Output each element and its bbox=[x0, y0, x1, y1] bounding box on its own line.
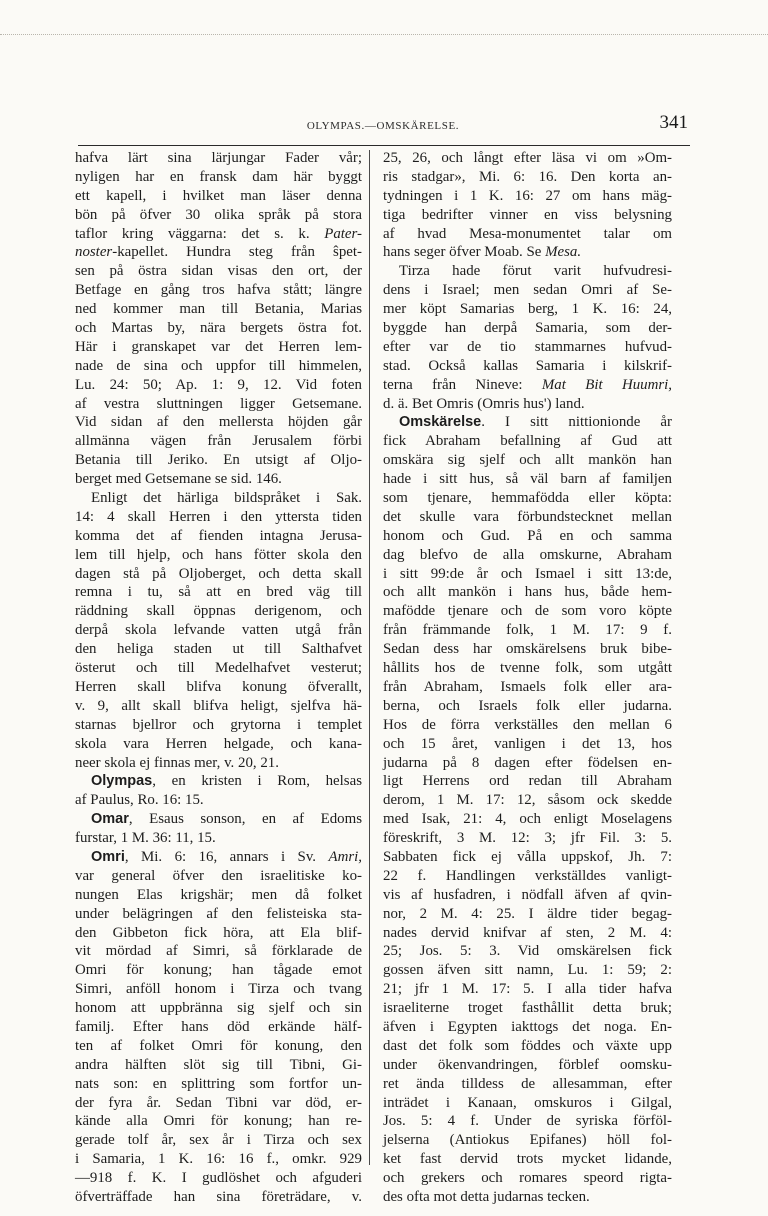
italic-text: Amri, bbox=[328, 848, 362, 865]
text-line: äfven i Egypten iakttogs det noga. En- bbox=[383, 1018, 672, 1035]
text-line: i Samaria, 1 K. 16: 16 f., omkr. 929 bbox=[75, 1151, 362, 1168]
text-line: jelserna (Antiokus Epifanes) höll fol- bbox=[383, 1132, 672, 1149]
text-line: ris stadgar», Mi. 6: 16. Den korta an- bbox=[383, 168, 672, 185]
text-line: Betania till Jeriko. En utsigt af Oljo- bbox=[75, 452, 362, 469]
text-line bbox=[75, 810, 362, 829]
text-line: Simri, anföll honom i Tirza och tvang bbox=[75, 981, 362, 998]
text-line: Herren skall blifva konung öfverallt, bbox=[75, 678, 362, 695]
text-line: derom, 1 M. 17: 12, såsom ock skedde bbox=[383, 792, 672, 809]
text-line: Jos. 5: 4 f. Under de syriska förföl- bbox=[383, 1113, 672, 1130]
text-line: sen på östra sidan visas den ort, der bbox=[75, 263, 362, 280]
italic-text: noster bbox=[75, 244, 113, 261]
entry-text: . I sitt nittionionde år bbox=[481, 414, 672, 431]
text-line: österut och till Medelhafvet vesterut; bbox=[75, 660, 362, 677]
text-line: honom och Gud. På en och samma bbox=[383, 527, 672, 544]
right-column bbox=[383, 149, 672, 1207]
text-line: stad. Också kallas Samaria i kilskrif- bbox=[383, 357, 672, 374]
text-line: efter var de tio stammarnes hufvud- bbox=[383, 338, 672, 355]
text-line: mer köpt Samarias berg, 1 K. 16: 24, bbox=[383, 301, 672, 318]
text-line: nor, 2 M. 4: 25. I äldre tider begag- bbox=[383, 905, 672, 922]
text-line: dagen stå på Oljoberget, och detta skall bbox=[75, 565, 362, 582]
text-line: kände alla Omri för konung; han re- bbox=[75, 1113, 362, 1130]
page-header bbox=[78, 112, 688, 140]
text-line: familj. Efter hans död erkände hälf- bbox=[75, 1018, 362, 1035]
text-line: Vid sidan af den mellersta höjden går bbox=[75, 414, 362, 431]
text-line: 14: 4 skall Herren i den yttersta tiden bbox=[75, 508, 362, 525]
text-line: den Gibbeton fick höra, att Ela blif- bbox=[75, 924, 362, 941]
text-line: 22 f. Handlingen verkställdes vanligt- bbox=[383, 867, 672, 884]
text-line: nade de sina och uppfor till himmelen, bbox=[75, 357, 362, 374]
text-line: och 15 året, vanligen i det 13, hos bbox=[383, 735, 672, 752]
text-line: 25, 26, och långt efter läsa vi om »Om- bbox=[383, 150, 672, 166]
text-line: hade i sitt hus, så väl barn af familjen bbox=[383, 471, 672, 488]
text-line: under belägringen af den felisteiska sta- bbox=[75, 905, 362, 922]
text-line: berget med Getsemane se sid. 146. bbox=[75, 471, 282, 488]
text-line: skola vara Herren helgade, och kana- bbox=[75, 735, 362, 752]
header-rule bbox=[78, 145, 690, 146]
text-line: med Isak, 21: 4, och enligt Moselagens bbox=[383, 811, 672, 828]
text-line: Sedan dess har omskärelsens bruk bibe- bbox=[383, 641, 672, 658]
line-text: terna från Nineve: bbox=[383, 376, 542, 393]
italic-text: Pater- bbox=[324, 225, 362, 242]
line-text: hans seger öfver Moab. Se bbox=[383, 244, 546, 261]
text-line: ett kapell, i hvilket man läser denna bbox=[75, 187, 362, 204]
text-line: tydningen i 1 K. 16: 27 om hans mäg- bbox=[383, 187, 672, 204]
text-line: d. ä. Bet Omris (Omris hus') land. bbox=[383, 395, 585, 412]
text-line: 25; Jos. 5: 3. Vid omskärelsen fick bbox=[383, 943, 672, 960]
line-text: -kapellet. Hundra steg från ŝpet- bbox=[112, 244, 362, 261]
text-line: byggde han derpå Samaria, som der- bbox=[383, 320, 672, 337]
text-line: Hos de förra verkställes den mellan 6 bbox=[383, 716, 672, 733]
text-line: remna i tu, så att en bred väg till bbox=[75, 584, 362, 601]
italic-text: Mesa. bbox=[545, 244, 582, 261]
text-line: des ofta mot detta judarnas tecken. bbox=[383, 1188, 590, 1205]
text-line: som tjenare, hemmafödda eller köpta: bbox=[383, 490, 672, 507]
text-line bbox=[75, 243, 362, 262]
text-line: v. 9, allt skall blifva heligt, sjelfva hä- bbox=[75, 697, 362, 714]
text-line: Omri för konung; han tågade emot bbox=[75, 962, 362, 979]
text-line bbox=[383, 413, 672, 432]
text-line: nades dervid knifvar af sten, 2 M. 4: bbox=[383, 924, 672, 941]
text-line: derpå skola lefvande vatten utgå från bbox=[75, 622, 362, 639]
text-line: der fyra år. Sedan Tibni var död, er- bbox=[75, 1094, 362, 1111]
text-line: fick Abraham befallning af Gud att bbox=[383, 433, 672, 450]
text-line: och grekers och romares speord rigta- bbox=[383, 1170, 672, 1187]
text-line: ten af folket Omri för konung, den bbox=[75, 1037, 362, 1054]
text-line: gossen äfven sitt namn, Lu. 1: 59; 2: bbox=[383, 962, 672, 979]
line-text: taflor kring väggarna: det s. k. bbox=[75, 225, 325, 242]
text-line: furstar, 1 M. 36: 11, 15. bbox=[75, 830, 216, 847]
text-line: dag blefvo de alla omskurne, Abraham bbox=[383, 546, 672, 563]
text-line: hafva lärt sina lärjungar Fader vår; bbox=[75, 150, 362, 166]
italic-text: Mat Bit Huumri, bbox=[541, 376, 672, 393]
text-line: starnas bjellror och grytorna i templet bbox=[75, 716, 362, 733]
text-line: Betfage en gång tros hafva stått; längre bbox=[75, 282, 362, 299]
entry-text: , Mi. 6: 16, annars i Sv. bbox=[124, 848, 329, 865]
text-line: Här i granskapet var det Herren lem- bbox=[75, 338, 362, 355]
text-line: Tirza hade förut varit hufvudresi- bbox=[399, 263, 672, 280]
running-head: OLYMPAS.—OMSKÄRELSE. bbox=[306, 120, 460, 132]
text-line bbox=[383, 376, 672, 395]
text-line: ret ända tilldess de allesamman, efter bbox=[383, 1075, 672, 1092]
text-line: den heliga staden ut till Salthafvet bbox=[75, 641, 362, 658]
text-line: under ökenvandringen, förblef oomsku- bbox=[383, 1056, 672, 1073]
text-line: ligt Herrens ord redan till Abraham bbox=[383, 773, 672, 790]
text-line: från främmande folk, 1 M. 17: 9 f. bbox=[383, 622, 672, 639]
text-line: berna, och Israels folk eller judarna. bbox=[383, 697, 672, 714]
text-line: nats son: en splittring som fortfor un- bbox=[75, 1075, 362, 1092]
text-line: vis af husfadren, i nödfall äfven af qvin- bbox=[383, 886, 672, 903]
text-line: komma det af fienden intagna Jerusa- bbox=[75, 527, 362, 544]
text-line: 21; jfr 1 M. 17: 5. I alla tider hafva bbox=[383, 981, 672, 998]
page-number: 341 bbox=[659, 112, 688, 133]
text-line: Sabbaten fick ej vålla uppskof, Jh. 7: bbox=[383, 848, 672, 865]
text-line: mafödde tjenare och de som voro köpte bbox=[383, 603, 672, 620]
text-line: föreskrift, 3 M. 12: 3; jfr Fil. 3: 5. bbox=[383, 830, 672, 847]
text-line: —918 f. K. I gudlöshet och afguderi bbox=[75, 1170, 362, 1187]
text-line: tiga bedrifter vinner en viss belysning bbox=[383, 206, 672, 223]
entry-text: , en kristen i Rom, helsas bbox=[152, 773, 362, 790]
text-line: af vestra sluttningen ligger Getsemane. bbox=[75, 395, 362, 412]
text-line: och allt mankön i hans hus, både hem- bbox=[383, 584, 672, 601]
text-line: neer skola ej finnas mer, v. 20, 21. bbox=[75, 754, 279, 771]
text-line: nungen Elas krigshär; men då folket bbox=[75, 886, 362, 903]
text-line: af Paulus, Ro. 16: 15. bbox=[75, 792, 204, 809]
text-line: dast det folk som föddes och växte upp bbox=[383, 1037, 672, 1054]
left-column bbox=[75, 149, 362, 1207]
text-line: det skulle vara förbundstecknet mellan bbox=[383, 508, 672, 525]
text-line: inträdet i Kanaan, omskuros i Gilgal, bbox=[383, 1094, 672, 1111]
entry-headword: Omskärelse bbox=[399, 414, 482, 431]
text-line bbox=[383, 243, 672, 262]
text-line: var general öfver den israelitiske ko- bbox=[75, 867, 362, 884]
text-line: judarna på 8 dagen efter födelsen en- bbox=[383, 754, 672, 771]
text-line: räddning skall öppnas derigenom, och bbox=[75, 603, 362, 620]
text-line bbox=[75, 848, 362, 867]
text-line: dens i Israel; men sedan Omri af Se- bbox=[383, 282, 672, 299]
entry-text: , Esaus sonson, en af Edoms bbox=[128, 811, 362, 828]
entry-headword: Omar bbox=[91, 811, 129, 828]
scan-edge-rule bbox=[0, 34, 768, 35]
text-line bbox=[75, 225, 362, 244]
text-line: Enligt det härliga bildspråket i Sak. bbox=[91, 490, 362, 507]
text-line: israeliterne troget fasthållit detta bruk; bbox=[383, 1000, 672, 1017]
text-line: honom att uppbränna sig sjelf och sin bbox=[75, 1000, 362, 1017]
text-line: från Abraham, Ismaels folk eller ara- bbox=[383, 678, 672, 695]
text-line: Lu. 24: 50; Ap. 1: 9, 12. Vid foten bbox=[75, 376, 362, 393]
entry-headword: Olympas bbox=[91, 773, 153, 790]
text-line: lem till hjelp, och hans fötter skola den bbox=[75, 546, 362, 563]
column-divider bbox=[369, 150, 370, 1165]
text-line: ket fast dervid trots mycket lidande, bbox=[383, 1151, 672, 1168]
text-line: af hvad Mesa-monumentet talar om bbox=[383, 225, 672, 242]
text-line: gerade tolf år, sex år i Tirza och sex bbox=[75, 1132, 362, 1149]
text-line: vit mördad af Simri, så förklarade de bbox=[75, 943, 362, 960]
text-line: allmänna vägen från Jerusalem förbi bbox=[75, 433, 362, 450]
text-line: hållits hos de tvenne folk, som utgått bbox=[383, 660, 672, 677]
text-line: andra hälften slöt sig till Tibni, Gi- bbox=[75, 1056, 362, 1073]
entry-headword: Omri bbox=[91, 848, 125, 865]
text-line: öfverträffade han sina företrädare, v. bbox=[75, 1188, 362, 1205]
text-line: ned kommer man till Betania, Marias bbox=[75, 301, 362, 318]
text-line bbox=[75, 772, 362, 791]
text-line: i sitt 99:de år och Ismael i sitt 13:de, bbox=[383, 565, 672, 582]
text-line: och Martas by, nära bergets östra fot. bbox=[75, 320, 362, 337]
text-line: nyligen har en fransk dam här byggt bbox=[75, 168, 362, 185]
text-line: omskära sig sjelf och allt mankön han bbox=[383, 452, 672, 469]
text-line: bön på öfver 30 olika språk på stora bbox=[75, 206, 362, 223]
